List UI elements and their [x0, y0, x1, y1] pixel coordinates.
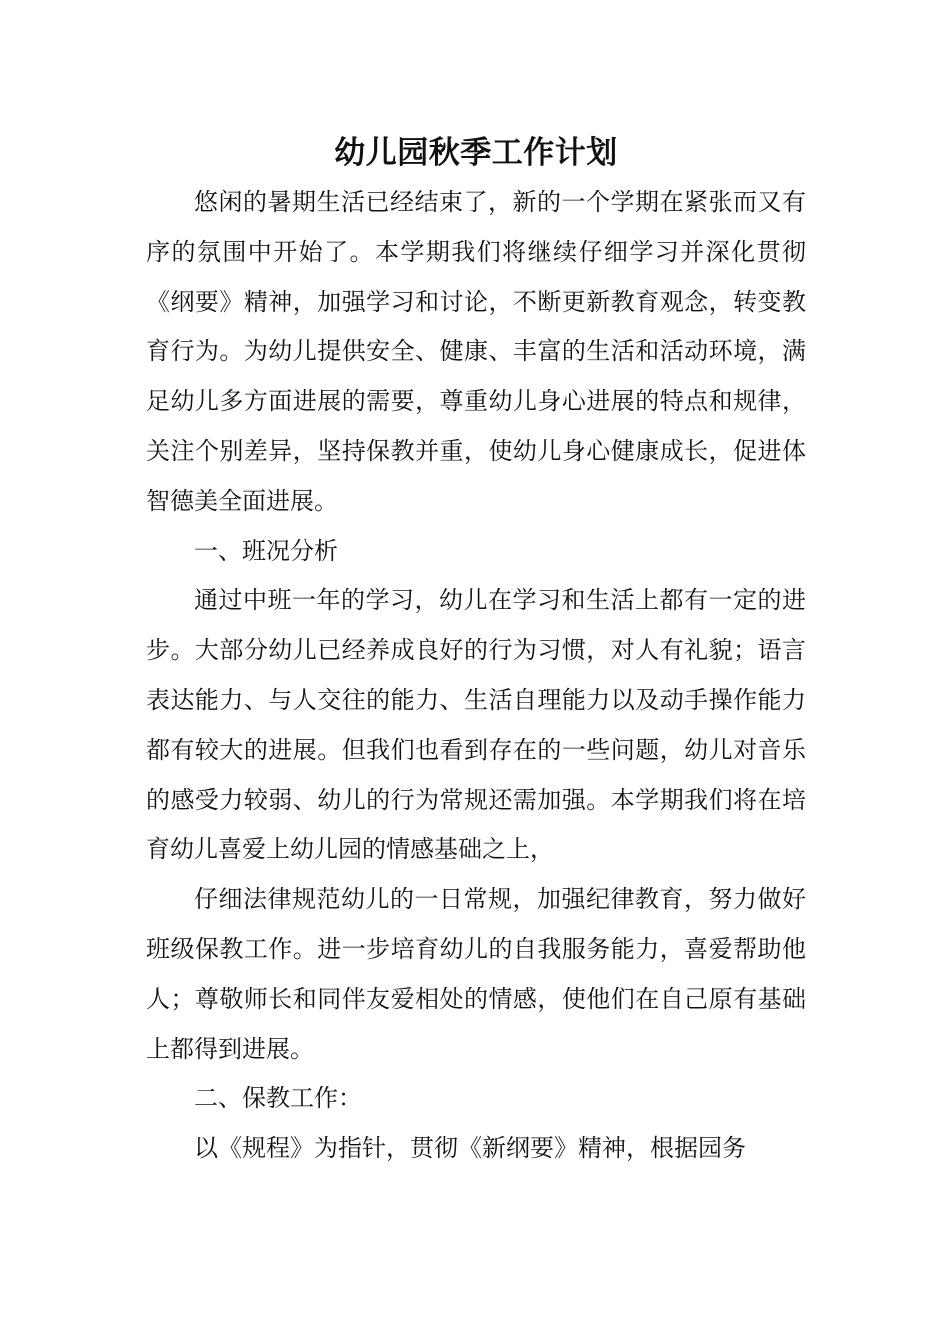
class-routine-paragraph: 仔细法律规范幼儿的一日常规，加强纪律教育，努力做好班级保教工作。进一步培育幼儿的自我服务能力，喜爱帮助他人；尊敬师长和同伴友爱相处的情感，使他们在自己原有基础上都得到进展。	[146, 885, 806, 1063]
class-analysis-paragraph: 通过中班一年的学习，幼儿在学习和生活上都有一定的进步。大部分幼儿已经养成良好的行为习惯，对人有礼貌；语言表达能力、与人交往的能力、生活自理能力以及动手操作能力都有较大的进展。但我们也看到存在的一些问题，幼儿对音乐的感受力较弱、幼儿的行为常规还需加强。本学期我们将在培育幼儿喜爱上幼儿园的情感基础之上，	[146, 586, 806, 864]
document-page	[146, 128, 806, 1174]
intro-paragraph: 悠闲的暑期生活已经结束了，新的一个学期在紧张而又有序的氛围中开始了。本学期我们将继续仔细学习并深化贯彻《纲要》精神，加强学习和讨论，不断更新教育观念，转变教育行为。为幼儿提供安全、健康、丰富的生活和活动环境，满足幼儿多方面进展的需要，尊重幼儿身心进展的特点和规律，关注个别差异，坚持保教并重，使幼儿身心健康成长，促进体智德美全面进展。	[146, 188, 806, 515]
section-heading-class-analysis: 一、班况分析	[194, 536, 338, 565]
document-title: 幼儿园秋季工作计划	[334, 135, 618, 171]
section-heading-care-education: 二、保教工作：	[194, 1084, 362, 1113]
care-education-paragraph: 以《规程》为指针，贯彻《新纲要》精神，根据园务	[194, 1134, 746, 1163]
